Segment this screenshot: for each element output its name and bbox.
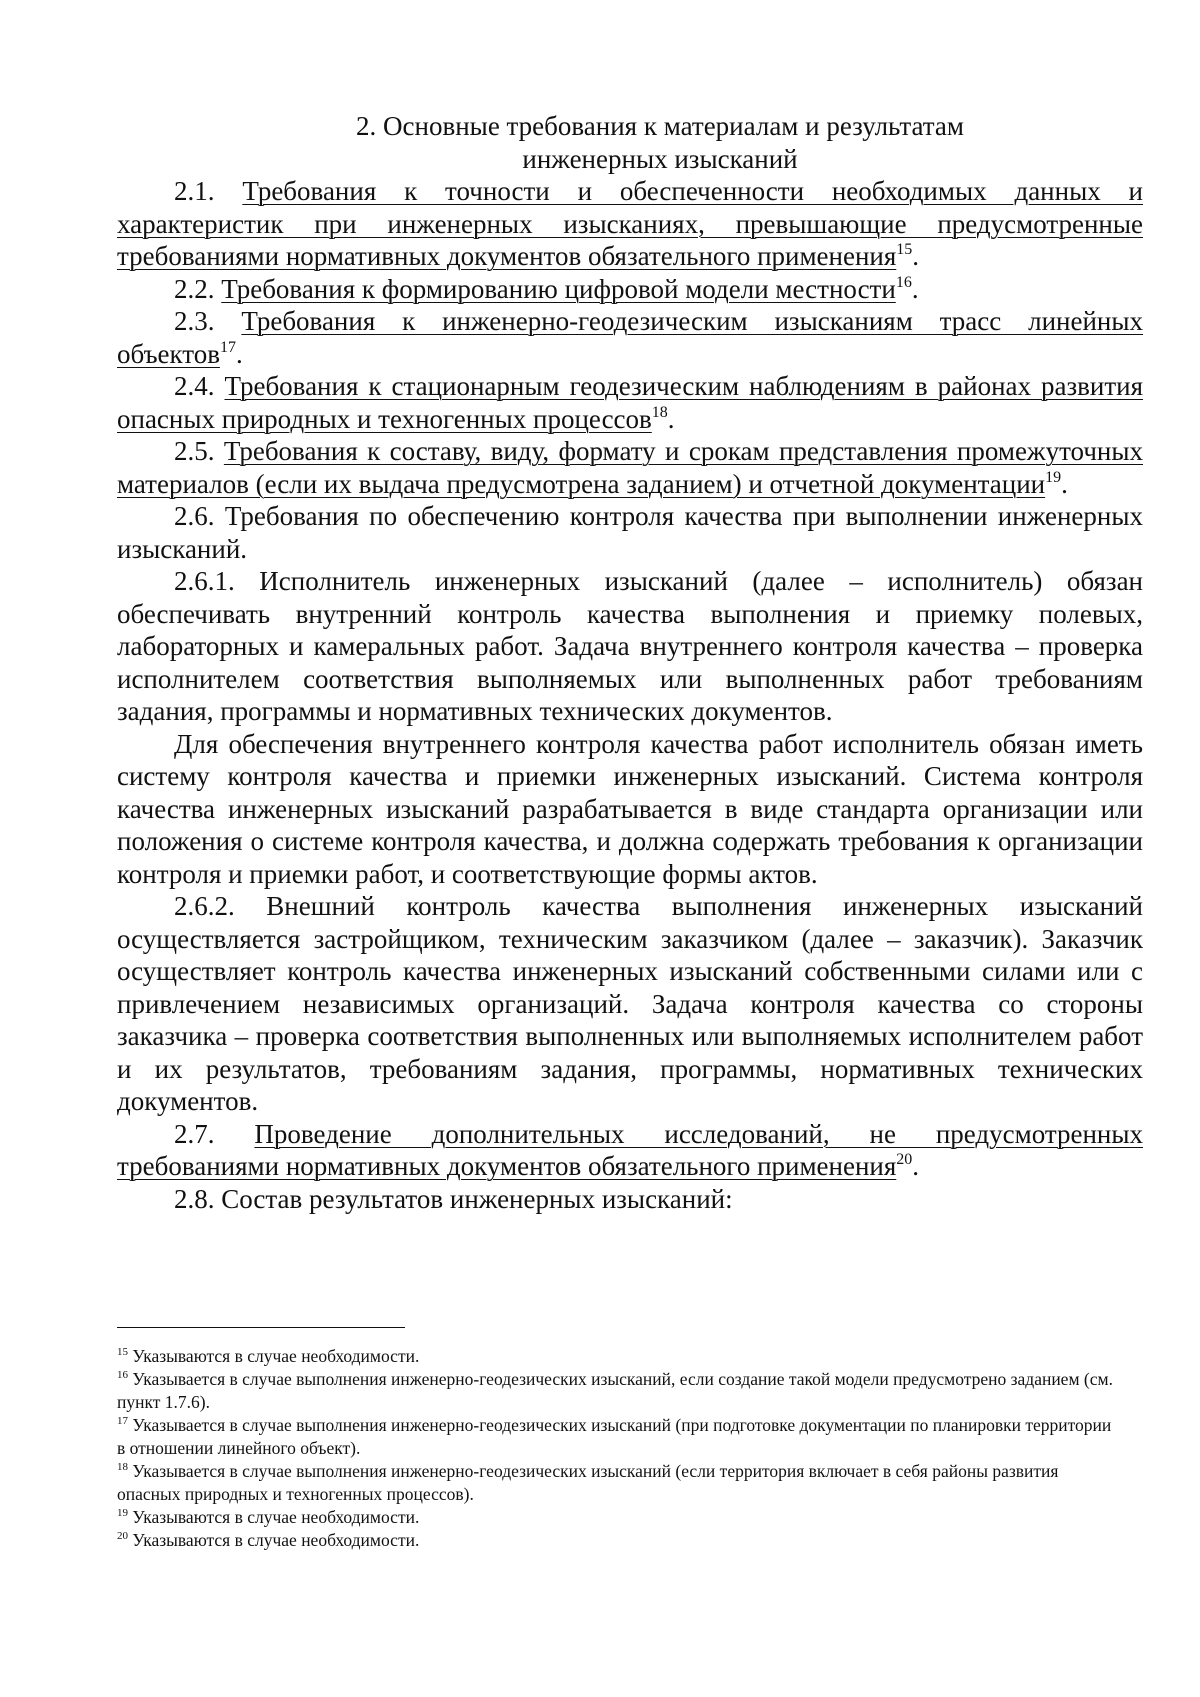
footnote-ref[interactable]: 17 (219, 338, 236, 356)
footnote-19 (117, 1506, 1117, 1529)
item-text: Требования к стационарным геодезическим наблюдениям в районах развития опасных природных и техногенных процессов (117, 371, 1144, 434)
paragraph-2-4 (117, 370, 1143, 435)
item-number: 2.6. (174, 501, 225, 531)
item-end: . (911, 273, 919, 304)
item-text: Исполнитель инженерных изысканий (далее – исполнитель) обязан обеспечивать внутренний контроль качества выполнения и приемку полевых, лабораторных и камеральных работ. Задача внутреннего контроля качества – проверка исполнителем соответствия выполняемых или выполненных работ требованиям задания, программы и нормативных технических документов. (117, 566, 1144, 726)
footnote-number: 20 (117, 1530, 128, 1542)
item-number: 2.6.1. (174, 566, 260, 596)
footnote-ref[interactable]: 15 (896, 241, 913, 258)
footnote-number: 19 (117, 1507, 128, 1519)
footnote-text: Указываются в случае необходимости. (128, 1530, 420, 1550)
item-text: Проведение дополнительных исследований, не предусмотренных требованиями нормативных документов обязательного применения (117, 1118, 1144, 1181)
paragraph-2-1 (117, 175, 1143, 273)
item-text: Внешний контроль качества выполнения инженерных изысканий осуществляется застройщиком, техническим заказчиком (далее – заказчик). Заказчик осуществляет контроль качества инженерных изысканий собственными силами или с привлечением независимых организаций. Задача контроля качества со стороны заказчика – проверка соответствия выполненных или выполняемых исполнителем работ и их результатов, требованиям задания, программы, нормативных технических документов. (117, 891, 1143, 1116)
item-text: Требования по обеспечению контроля качества при выполнении инженерных изысканий. (117, 501, 1144, 564)
item-end: . (1061, 468, 1068, 499)
item-end: . (912, 241, 920, 271)
paragraph-2-7 (117, 1118, 1143, 1183)
paragraph-2-6-2 (117, 890, 1143, 1118)
paragraph-2-5 (117, 435, 1143, 500)
item-text: Требования к точности и обеспеченности необходимых данных и характеристик при инженерных изысканиях, превышающие предусмотренные требованиями нормативных документов обязательного применения (117, 176, 1144, 271)
paragraph-2-2 (117, 273, 1143, 306)
item-text: Для обеспечения внутреннего контроля качества работ исполнитель обязан иметь систему контроля качества и приемки инженерных изысканий. Система контроля качества инженерных изысканий разрабатывается в виде стандарта организации или положения о системе контроля качества, и должна содержать требования к организации контроля и приемки работ, и соответствующие формы актов. (117, 728, 1143, 889)
footnote-18 (117, 1460, 1117, 1506)
footnote-number: 17 (117, 1415, 128, 1427)
item-number: 2.3. (174, 306, 242, 336)
section-heading-line-1: 2. Основные требования к материалам и результатам (356, 111, 964, 141)
footnote-17 (117, 1414, 1117, 1460)
footnote-number: 15 (117, 1346, 128, 1358)
item-number: 2.1. (174, 176, 243, 206)
item-text: Требования к составу, виду, формату и срокам представления промежуточных материалов (если их выдача предусмотрена заданием) и отчетной документации (117, 436, 1144, 499)
footnote-text: Указываются в случае необходимости. (128, 1507, 420, 1527)
section-heading-line-2: инженерных изысканий (522, 143, 798, 174)
item-text: Требования к формированию цифровой модели местности (221, 273, 896, 304)
main-text (117, 110, 1143, 1215)
footnote-text: Указываются в случае необходимости. (128, 1346, 420, 1366)
item-text: Требования к инженерно-геодезическим изысканиям трасс линейных объектов (117, 306, 1144, 369)
footnote-divider (117, 1327, 405, 1328)
paragraph-2-6 (117, 500, 1143, 565)
item-end: . (912, 1151, 920, 1181)
item-end: . (667, 403, 675, 434)
footnote-text: Указывается в случае выполнения инженерно-геодезических изысканий (если территория включает в себя районы развития опасных природных и техногенных процессов). (117, 1461, 1059, 1504)
footnote-16 (117, 1368, 1117, 1414)
paragraph-quality-system (117, 728, 1143, 891)
footnote-15 (117, 1345, 1117, 1368)
section-heading (117, 110, 1143, 175)
item-number: 2.4. (174, 371, 225, 401)
item-number: 2.7. (174, 1118, 255, 1149)
footnote-ref[interactable]: 18 (651, 403, 668, 421)
item-number: 2.5. (174, 436, 224, 466)
paragraph-2-3 (117, 305, 1143, 370)
footnote-text: Указывается в случае выполнения инженерно-геодезических изысканий (при подготовке документации по планировки территории в отношении линейного объект). (117, 1415, 1112, 1458)
paragraph-2-6-1 (117, 565, 1143, 728)
footnote-number: 18 (117, 1461, 128, 1473)
paragraph-2-8 (117, 1183, 1143, 1216)
footnote-ref[interactable]: 20 (896, 1151, 913, 1168)
document-page (117, 110, 1143, 1215)
item-number: 2.8. (174, 1183, 222, 1214)
footnote-number: 16 (117, 1369, 128, 1381)
footnote-ref[interactable]: 16 (895, 273, 912, 291)
item-text: Состав результатов инженерных изысканий: (221, 1183, 733, 1214)
footnote-20 (117, 1529, 1117, 1552)
item-number: 2.2. (174, 273, 222, 304)
item-number: 2.6.2. (174, 891, 267, 921)
footnote-text: Указывается в случае выполнения инженерно-геодезических изысканий, если создание такой модели предусмотрено заданием (см. пункт 1.7.6). (117, 1369, 1113, 1412)
item-end: . (235, 338, 243, 369)
footnote-ref[interactable]: 19 (1045, 468, 1062, 486)
footnotes (117, 1345, 1117, 1552)
